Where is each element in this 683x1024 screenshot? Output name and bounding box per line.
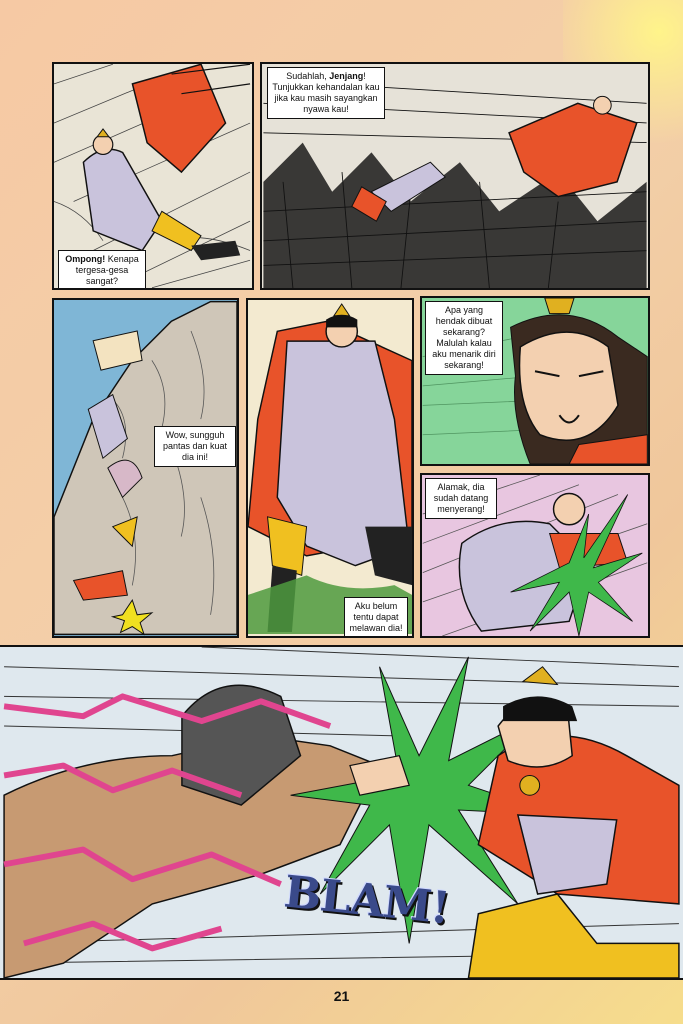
panel-3-caption <box>154 426 236 467</box>
caption-text: Alamak, dia sudah datang menyerang! <box>433 482 489 514</box>
panel-2 <box>260 62 650 290</box>
panel-1-caption <box>58 250 146 290</box>
sfx-blam: BLAM! <box>281 866 452 935</box>
page-number: 21 <box>333 988 350 1004</box>
caption-bold-name: Jenjang <box>329 71 364 81</box>
panel-5 <box>420 296 650 466</box>
caption-text: Wow, sungguh pantas dan kuat dia ini! <box>162 430 228 462</box>
caption-text: Apa yang hendak dibuat sekarang? Malulah kalau aku menarik diri sekarang! <box>432 305 496 370</box>
caption-text-b: ! Tunjukkan kehandalan kau jika kau masih sayangkan nyawa kau! <box>272 71 380 114</box>
panel-2-caption <box>267 67 385 119</box>
panel-4-art <box>248 300 412 636</box>
panel-7 <box>0 645 683 980</box>
caption-text: Kenapa tergesa-gesa sangat? <box>75 254 139 286</box>
panel-5-caption <box>425 301 503 375</box>
panel-4 <box>246 298 414 638</box>
caption-text: Aku belum tentu dapat melawan dia! <box>349 601 403 633</box>
panel-7-art <box>0 647 683 978</box>
panel-4-caption <box>344 597 408 638</box>
caption-bold-name: Ompong! <box>65 254 106 264</box>
caption-text-a: Sudahlah, <box>286 71 330 81</box>
panel-1 <box>52 62 254 290</box>
panel-3 <box>52 298 239 638</box>
panel-6 <box>420 473 650 638</box>
panel-6-caption <box>425 478 497 519</box>
panel-3-art <box>54 300 237 636</box>
